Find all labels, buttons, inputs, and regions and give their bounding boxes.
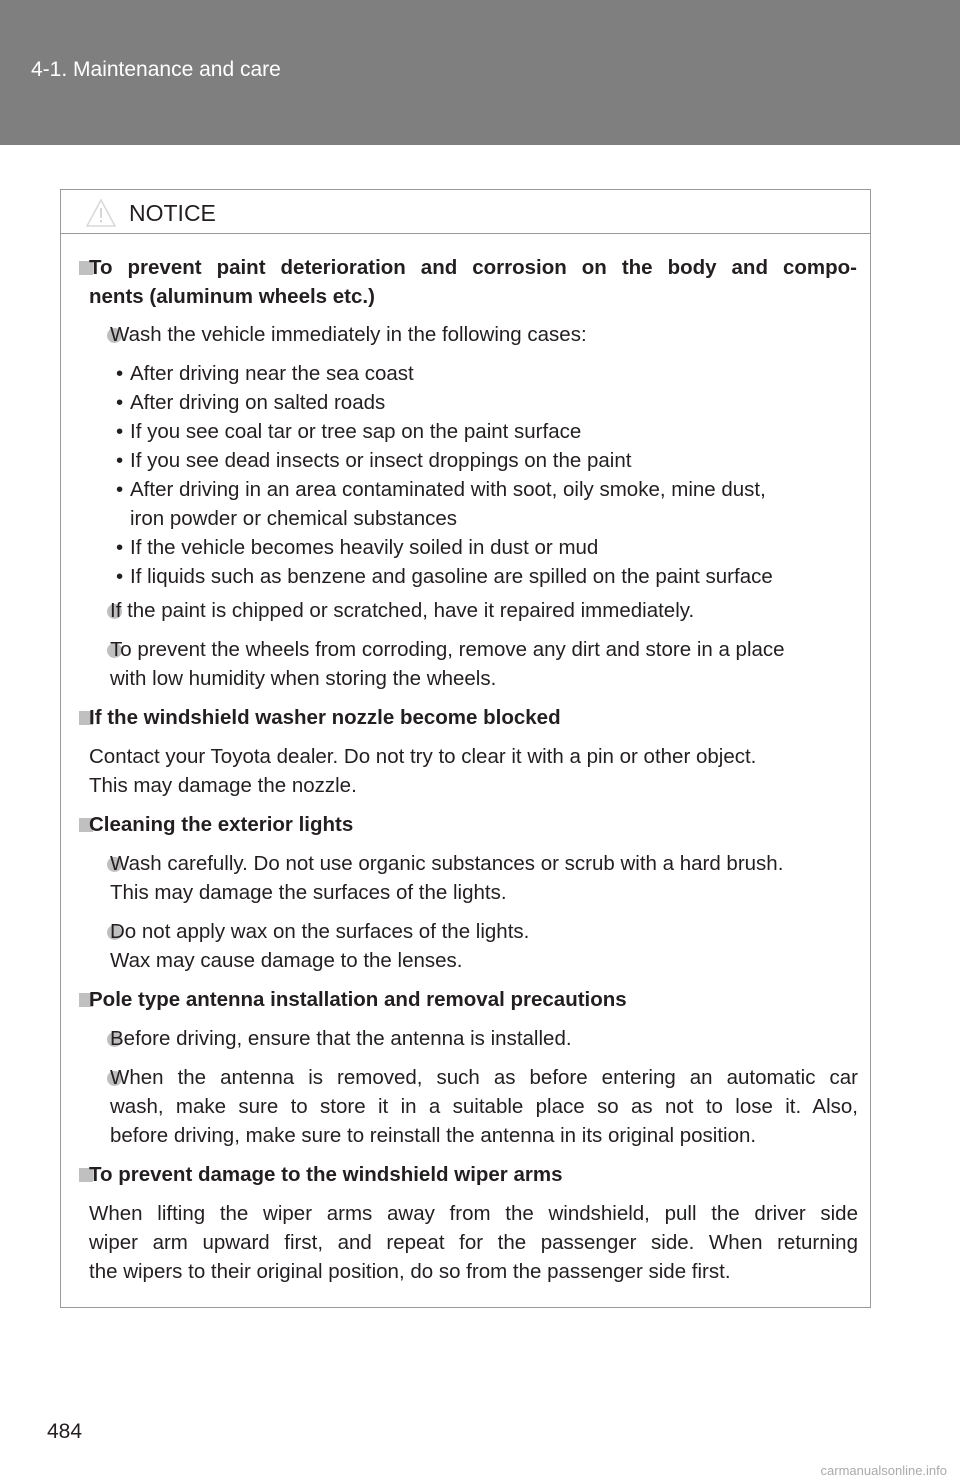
list-item: If you see dead insects or insect droppings on the paint: [130, 449, 632, 472]
list-item: To prevent the wheels from corroding, remove any dirt and store in a place: [110, 638, 785, 661]
warning-triangle-icon: [85, 198, 117, 228]
paragraph-line: wiper arm upward first, and repeat for the passenger side. When returning: [89, 1231, 858, 1254]
list-item-cont: with low humidity when storing the wheels.: [110, 667, 497, 690]
paragraph-line: When lifting the wiper arms away from the windshield, pull the driver side: [89, 1202, 858, 1225]
section-heading: If the windshield washer nozzle become blocked: [89, 706, 561, 729]
section-title: 4-1. Maintenance and care: [31, 58, 281, 81]
list-item: If the paint is chipped or scratched, have it repaired immediately.: [110, 599, 695, 622]
dot-bullet: •: [116, 420, 124, 443]
list-item: If you see coal tar or tree sap on the paint surface: [130, 420, 582, 443]
section-heading: Cleaning the exterior lights: [89, 813, 354, 836]
list-item: Before driving, ensure that the antenna is installed.: [110, 1027, 572, 1050]
list-item-cont: wash, make sure to store it in a suitable place so as not to lose it. Also,: [110, 1095, 858, 1118]
section-heading-cont: nents (aluminum wheels etc.): [89, 285, 375, 308]
list-item: After driving in an area contaminated with soot, oily smoke, mine dust,: [130, 478, 766, 501]
paragraph-line: the wipers to their original position, do so from the passenger side first.: [89, 1260, 731, 1283]
list-item: If liquids such as benzene and gasoline are spilled on the paint surface: [130, 565, 773, 588]
paragraph-line: This may damage the nozzle.: [89, 774, 357, 797]
paragraph-line: Contact your Toyota dealer. Do not try to clear it with a pin or other object.: [89, 745, 757, 768]
list-item: After driving near the sea coast: [130, 362, 414, 385]
notice-box: [60, 189, 871, 1308]
page-number: 484: [47, 1420, 83, 1443]
notice-header: [61, 190, 870, 234]
page-header: [0, 0, 960, 145]
section-heading: To prevent damage to the windshield wiper arms: [89, 1163, 563, 1186]
section-heading: To prevent paint deterioration and corrosion on the body and compo-: [89, 256, 857, 279]
list-item: Wash the vehicle immediately in the following cases:: [110, 323, 587, 346]
list-item: If the vehicle becomes heavily soiled in dust or mud: [130, 536, 599, 559]
list-item-cont: Wax may cause damage to the lenses.: [110, 949, 463, 972]
footer-watermark-link[interactable]: carmanualsonline.info: [820, 1463, 947, 1478]
notice-title: NOTICE: [129, 200, 216, 226]
dot-bullet: •: [116, 362, 124, 385]
list-item: Do not apply wax on the surfaces of the lights.: [110, 920, 530, 943]
dot-bullet: •: [116, 478, 124, 501]
list-item-cont: This may damage the surfaces of the lights.: [110, 881, 507, 904]
list-item: When the antenna is removed, such as before entering an automatic car: [110, 1066, 858, 1089]
list-item-cont: iron powder or chemical substances: [130, 507, 458, 530]
section-heading: Pole type antenna installation and removal precautions: [89, 988, 627, 1011]
list-item: After driving on salted roads: [130, 391, 386, 414]
list-item: Wash carefully. Do not use organic substances or scrub with a hard brush.: [110, 852, 784, 875]
dot-bullet: •: [116, 449, 124, 472]
dot-bullet: •: [116, 565, 124, 588]
list-item-cont: before driving, make sure to reinstall the antenna in its original position.: [110, 1124, 757, 1147]
dot-bullet: •: [116, 536, 124, 559]
dot-bullet: •: [116, 391, 124, 414]
